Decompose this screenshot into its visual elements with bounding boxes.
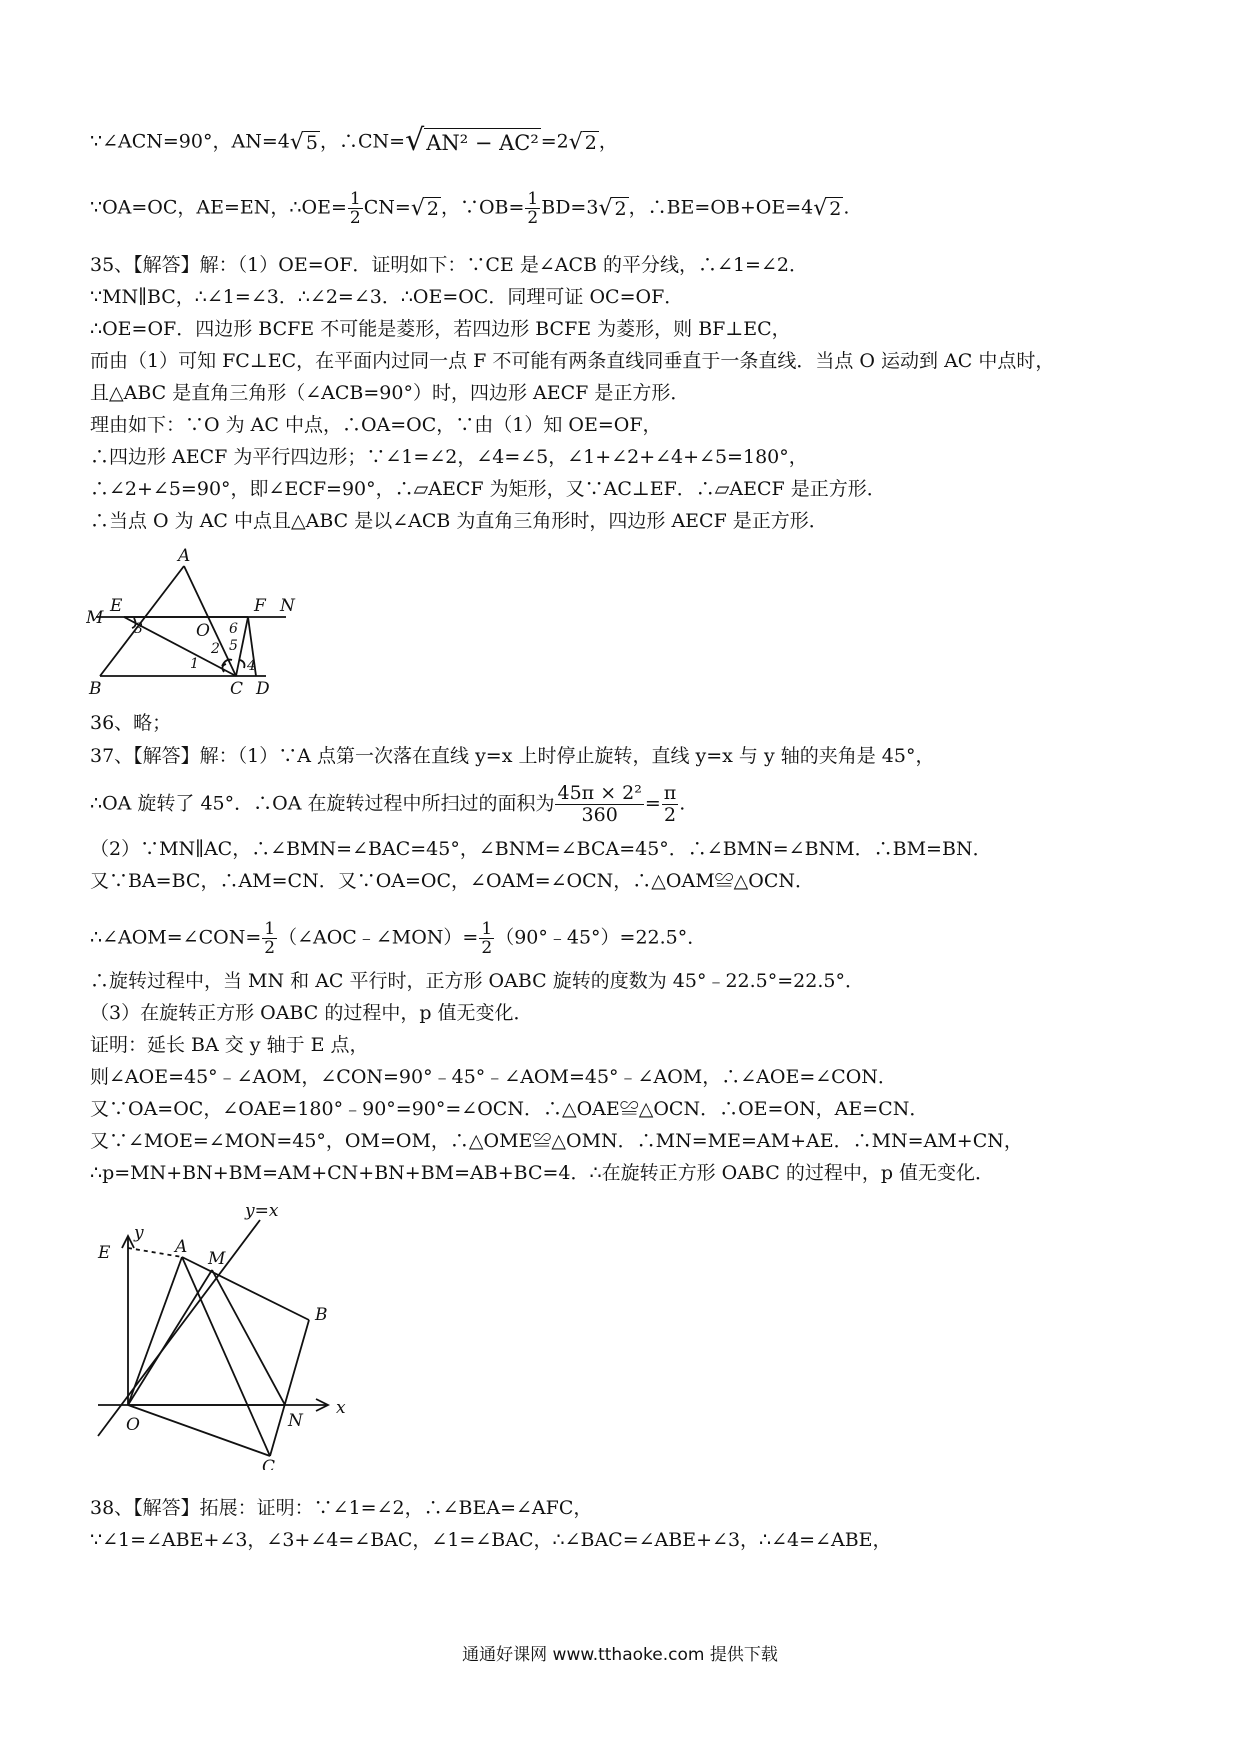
fraction-half: $\frac{1}{2}$: [481, 919, 493, 958]
sec37-line-5: ∴∠AOM=∠CON= $\frac{1}{2}$ （∠AOC﹣∠MON）= $\frac{1}{2}$ （90°﹣45°）=22.5°．: [90, 919, 707, 958]
sec35-line-7: ∴四边形 AECF 为平行四边形；∵∠1=∠2，∠4=∠5，∠1+∠2+∠4+∠5=180°，: [90, 446, 808, 468]
sec35-line-5: 且△ABC 是直角三角形（∠ACB=90°）时，四边形 AECF 是正方形．: [90, 382, 690, 404]
label-N: N: [288, 1411, 303, 1431]
label-angle-5: 5: [229, 638, 238, 654]
label-x: x: [336, 1398, 346, 1418]
sec35-line-8: ∴∠2+∠5=90°，即∠ECF=90°，∴▱AECF 为矩形，又∵AC⊥EF．∴▱AECF 是正方形．: [90, 478, 886, 500]
sqrt-5: √ 5: [289, 129, 318, 155]
fraction-half: $\frac{1}{2}$: [527, 189, 539, 228]
sec37-line-12: ∴p=MN+BN+BM=AM+CN+BN+BM=AB+BC=4．∴在旋转正方形 OABC 的过程中，p 值无变化．: [90, 1162, 995, 1184]
label-O: O: [196, 621, 210, 641]
label-N: N: [280, 596, 295, 616]
label-A: A: [178, 548, 191, 566]
label-y-eq-x: y=x: [245, 1201, 279, 1221]
sec35-line-6: 理由如下：∵O 为 AC 中点，∴OA=OC，∵由（1）知 OE=OF，: [90, 414, 662, 436]
figure-rotating-square: [90, 1200, 370, 1470]
label-M: M: [86, 608, 104, 628]
figure-37-svg: [90, 1200, 370, 1470]
sec37-line-4: 又∵BA=BC，∴AM=CN．又∵OA=OC，∠OAM=∠OCN，∴△OAM≌△OCN．: [90, 870, 815, 892]
label-angle-1: 1: [190, 656, 199, 672]
label-angle-2: 2: [211, 641, 220, 657]
label-angle-4: 4: [247, 658, 256, 674]
sqrt-an2-ac2: √AN² − AC²: [405, 123, 539, 158]
sec35-line-3: ∴OE=OF．四边形 BCFE 不可能是菱形，若四边形 BCFE 为菱形，则 BF⊥EC，: [90, 318, 791, 340]
sec36-line: 36、略；: [90, 712, 172, 734]
label-M: M: [208, 1249, 226, 1269]
sec37-line-11: 又∵∠MOE=∠MON=45°，OM=OM，∴△OME≌△OMN．∴MN=ME=AM+AE．∴MN=AM+CN，: [90, 1130, 1023, 1152]
sec35-line-4: 而由（1）可知 FC⊥EC，在平面内过同一点 F 不可能有两条直线同垂直于一条直线．当点 O 运动到 AC 中点时，: [90, 350, 1055, 372]
label-C: C: [262, 1457, 276, 1470]
sec37-line-1: 37、【解答】解：（1）∵A 点第一次落在直线 y=x 上时停止旋转，直线 y=x 与 y 轴的夹角是 45°，: [90, 745, 935, 767]
label-O: O: [126, 1415, 140, 1435]
label-A: A: [175, 1237, 188, 1257]
sec38-line-2: ∵∠1=∠ABE+∠3，∠3+∠4=∠BAC，∠1=∠BAC，∴∠BAC=∠ABE+∠3，∴∠4=∠ABE，: [90, 1529, 892, 1551]
label-F: F: [254, 596, 266, 616]
label-B: B: [89, 679, 102, 698]
sec37-line-8: 证明：延长 BA 交 y 轴于 E 点，: [90, 1034, 369, 1056]
fraction-area: $\frac{\text{45π × 2²}}{360}$: [557, 782, 642, 826]
sec37-line-7: （3）在旋转正方形 OABC 的过程中，p 值无变化．: [90, 1002, 533, 1024]
label-E: E: [110, 596, 123, 616]
sec37-line-3: （2）∵MN∥AC，∴∠BMN=∠BAC=45°，∠BNM=∠BCA=45°．∴∠BMN=∠BNM．∴BM=BN．: [90, 838, 992, 860]
sqrt-2: √ 2: [598, 195, 627, 221]
label-y: y: [134, 1223, 144, 1243]
fraction-pi-half: $\frac{\pi}{2}$: [663, 782, 677, 826]
sec37-line-6: ∴旋转过程中，当 MN 和 AC 平行时，正方形 OABC 旋转的度数为 45°﹣22.5°=22.5°．: [90, 970, 864, 992]
sec37-line-10: 又∵OA=OC，∠OAE=180°﹣90°=90°=∠OCN．∴△OAE≌△OCN．∴OE=ON，AE=CN．: [90, 1098, 929, 1120]
label-C: C: [230, 679, 244, 698]
fraction-half: $\frac{1}{2}$: [349, 189, 361, 228]
sqrt-2: √ 2: [410, 195, 439, 221]
label-D: D: [256, 679, 270, 698]
sec35-line-1: 35、【解答】解：（1）OE=OF．证明如下：∵CE 是∠ACB 的平分线，∴∠1=∠2．: [90, 254, 808, 276]
sec38-line-1: 38、【解答】拓展：证明：∵∠1=∠2，∴∠BEA=∠AFC，: [90, 1497, 593, 1519]
sec35-line-9: ∴当点 O 为 AC 中点且△ABC 是以∠ACB 为直角三角形时，四边形 AECF 是正方形．: [90, 510, 828, 532]
sec35-line-2: ∵MN∥BC，∴∠1=∠3．∴∠2=∠3．∴OE=OC．同理可证 OC=OF．: [90, 286, 684, 308]
label-B: B: [315, 1305, 328, 1325]
figure-35-svg: [86, 548, 308, 698]
sqrt-2: √ 2: [568, 129, 597, 155]
sec37-line-9: 则∠AOE=45°﹣∠AOM，∠CON=90°﹣45°﹣∠AOM=45°﹣∠AOM，∴∠AOE=∠CON．: [90, 1066, 897, 1088]
sec34-line-1: ∵∠ACN=90°，AN=4√ 5 ，∴CN=√AN² − AC² =2√ 2 ，: [90, 123, 618, 158]
sqrt-2: √ 2: [813, 195, 842, 221]
figure-triangle-abc: [86, 548, 308, 698]
label-angle-6: 6: [229, 621, 238, 637]
sec34-line-2: ∵OA=OC，AE=EN，∴OE= $\frac{1}{2}$ CN=√ 2 ，∵OB= $\frac{1}{2}$ BD=3√ 2 ，∴BE=OB+OE=4√ 2 .: [90, 189, 850, 228]
fraction-half: $\frac{1}{2}$: [264, 919, 276, 958]
label-angle-3: 3: [134, 621, 143, 637]
label-E: E: [98, 1243, 111, 1263]
page-footer: 通通好课网 www.tthaoke.com 提供下载: [462, 1645, 778, 1665]
sec37-line-2: ∴OA 旋转了 45°．∴OA 在旋转过程中所扫过的面积为 $\frac{\text{45π × 2²}}{360}$ = $\frac{\pi}{2}$ .: [90, 782, 686, 826]
